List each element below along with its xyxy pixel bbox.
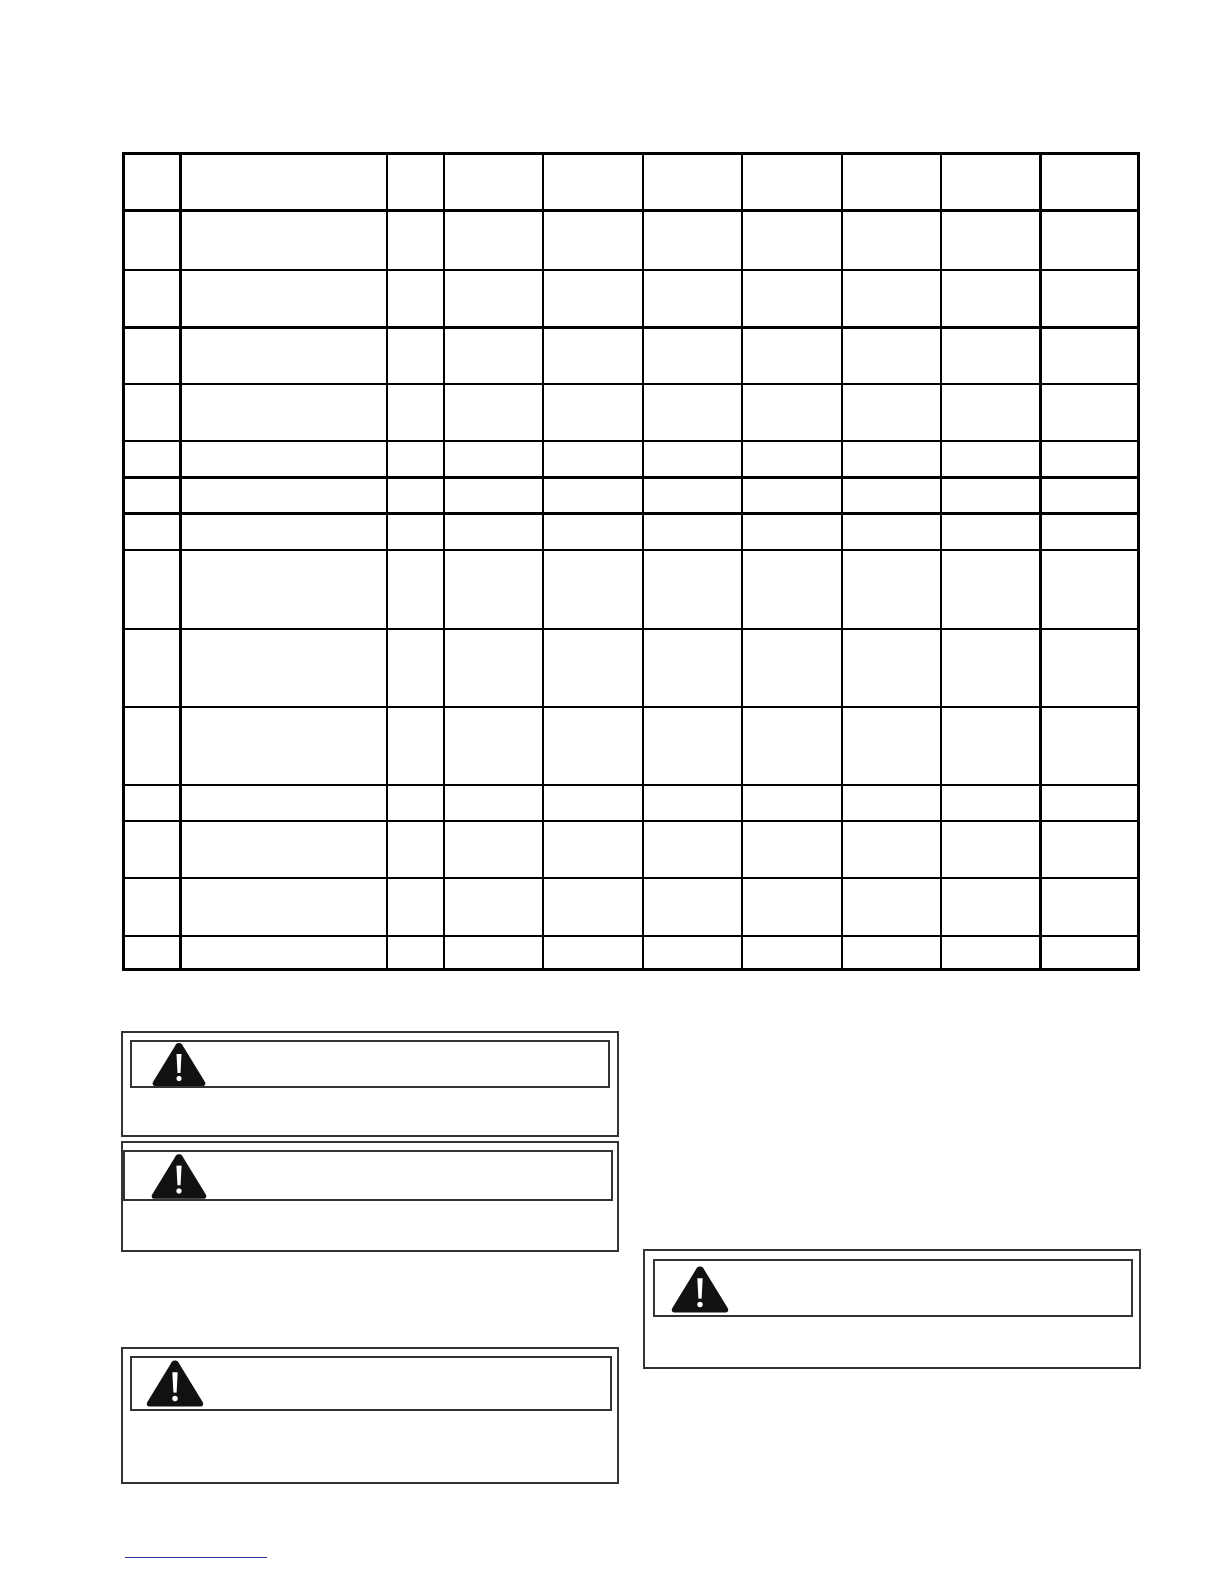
table-row-divider xyxy=(125,820,1137,822)
table-row-divider xyxy=(125,628,1137,630)
table-row-divider xyxy=(125,440,1137,442)
table-col-divider xyxy=(841,155,843,968)
warning-header xyxy=(130,1356,612,1411)
warning-header xyxy=(123,1150,613,1201)
table-row-divider xyxy=(125,549,1137,551)
warning-header xyxy=(653,1259,1133,1317)
table-row-divider xyxy=(125,935,1137,937)
warning-box xyxy=(121,1347,619,1484)
warning-triangle-icon xyxy=(669,1263,731,1315)
table-col-divider xyxy=(179,155,182,968)
table-row-divider xyxy=(125,512,1137,515)
warning-box xyxy=(121,1031,619,1137)
empty-spec-table xyxy=(122,152,1140,971)
table-row-divider xyxy=(125,383,1137,385)
warning-triangle-icon xyxy=(149,1151,209,1201)
table-col-divider xyxy=(542,155,544,968)
table-row-divider xyxy=(125,706,1137,708)
warning-box xyxy=(121,1141,619,1252)
warning-triangle-icon xyxy=(144,1357,206,1409)
table-row-divider xyxy=(125,326,1137,329)
footer-link-rule xyxy=(125,1557,267,1558)
warning-header xyxy=(130,1040,610,1088)
warning-triangle-icon xyxy=(150,1040,208,1088)
table-row-divider xyxy=(125,269,1137,271)
table-row-divider xyxy=(125,784,1137,786)
table-col-divider xyxy=(443,155,445,968)
table-row-divider xyxy=(125,877,1137,879)
table-row-divider xyxy=(125,209,1137,212)
table-row-divider xyxy=(125,476,1137,479)
warning-box xyxy=(643,1249,1141,1369)
table-col-divider xyxy=(386,155,388,968)
table-col-divider xyxy=(940,155,942,968)
table-col-divider xyxy=(1039,155,1042,968)
table-col-divider xyxy=(741,155,743,968)
table-col-divider xyxy=(642,155,644,968)
